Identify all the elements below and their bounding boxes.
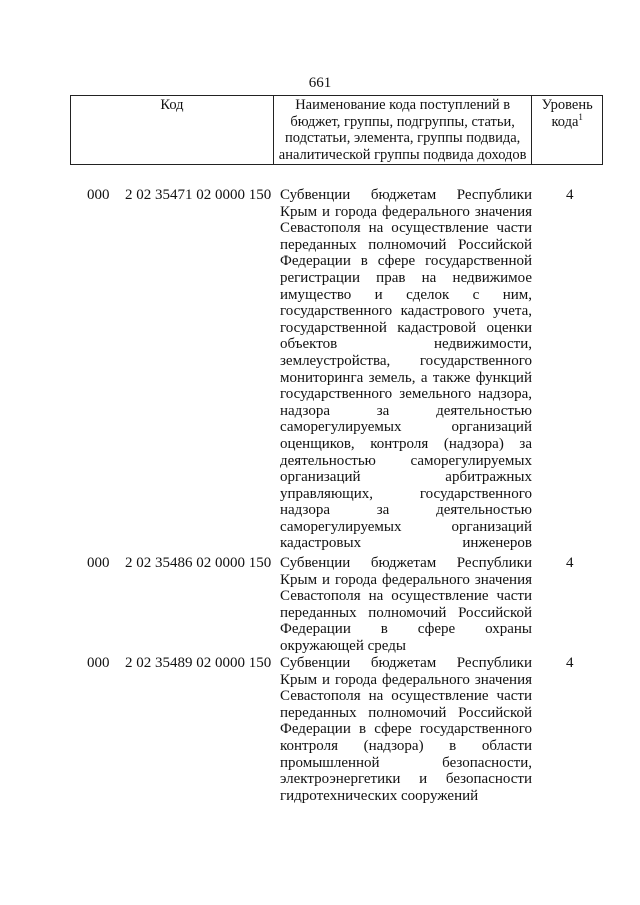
footnote-marker: 1 <box>578 111 583 122</box>
page-number: 661 <box>308 75 332 91</box>
revenue-name: Субвенции бюджетам Республики Крым и города федерального значения Севастополя на осуществление части переданных полномочий Российской Федерации в сфере государственной регистрации прав на недвижимое имущество и сделок с ним, государственного кадастрового учета, государственной кадастровой оценки объектов недвижимости, землеустройства, государственного мониторинга земель, а также функций государственного земельного надзора, надзора за деятельностью саморегулируемых организаций оценщиков, контроля (надзора) за деятельностью саморегулируемых организаций арбитражных управляющих, государственного надзора за деятельностью саморегулируемых организаций кадастровых инженеров <box>280 187 532 552</box>
revenue-name: Субвенции бюджетам Республики Крым и города федерального значения Севастополя на осуществление части переданных полномочий Российской Федерации в сфере охраны окружающей среды <box>280 555 532 654</box>
revenue-code: 2 02 35486 02 0000 150 <box>125 555 272 571</box>
header-name-cell <box>273 96 531 165</box>
revenue-name: Субвенции бюджетам Республики Крым и города федерального значения Севастополя на осуществление части переданных полномочий Российской Федерации в сфере государственного контроля (надзора) в области промышленной безопасности, электроэнергетики и безопасности гидротехнических сооружений <box>280 655 532 804</box>
admin-code: 000 <box>87 655 110 671</box>
header-level-cell <box>532 96 603 165</box>
header-name-label: Наименование кода поступлений в бюджет, группы, подгруппы, статьи, подстатьи, элемента, группы подвида, аналитической группы подвида доходов <box>278 97 527 163</box>
code-level: 4 <box>566 187 574 203</box>
header-code-cell <box>71 96 274 165</box>
header-level-label: Уровень кода <box>541 97 593 130</box>
revenue-code: 2 02 35471 02 0000 150 <box>125 187 272 203</box>
revenue-code: 2 02 35489 02 0000 150 <box>125 655 272 671</box>
header-code-label: Код <box>160 97 184 113</box>
table-header <box>70 95 603 165</box>
code-level: 4 <box>566 555 574 571</box>
admin-code: 000 <box>87 555 110 571</box>
code-level: 4 <box>566 655 574 671</box>
admin-code: 000 <box>87 187 110 203</box>
